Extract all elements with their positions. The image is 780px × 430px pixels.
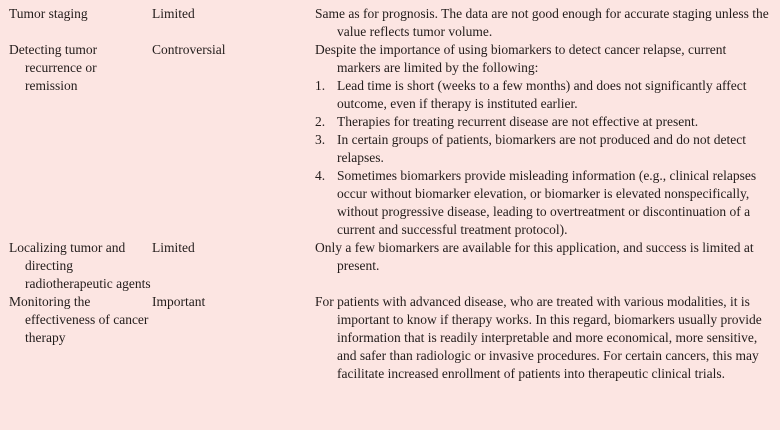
application-text: Monitoring the effectiveness of cancer therapy xyxy=(9,294,149,345)
status-cell xyxy=(152,5,315,41)
status-cell xyxy=(152,41,315,239)
status-text: Important xyxy=(152,294,206,309)
list-item-text: In certain groups of patients, biomarkers are not produced and do not detect relapses. xyxy=(337,132,746,165)
comment-cell xyxy=(315,5,772,41)
list-item-number: 2. xyxy=(315,114,326,129)
application-text: Detecting tumor recurrence or remission xyxy=(9,42,98,93)
status-text: Limited xyxy=(152,240,195,255)
list-item-text: Sometimes biomarkers provide misleading information (e.g., clinical relapses occur without biomarker elevation, or biomarker is elevated nonspecifically, without progressive disease, leading to overtreatment or discontinuation of a current and successful treatment protocol). xyxy=(337,168,757,237)
application-cell xyxy=(9,239,152,293)
comment-paragraph: Same as for prognosis. The data are not good enough for accurate staging unless the value reflects tumor volume. xyxy=(315,6,769,39)
table-row xyxy=(9,293,772,383)
comment-paragraph: Only a few biomarkers are available for this application, and success is limited at present. xyxy=(315,240,754,273)
comment-paragraph: For patients with advanced disease, who are treated with various modalities, it is important to know if therapy works. In this regard, biomarkers usually provide information that is readily interpretable and more economical, more sensitive, and safer than radiologic or invasive procedures. For certain cancers, this may facilitate increased enrollment of patients into therapeutic clinical trials. xyxy=(315,294,762,381)
application-cell xyxy=(9,41,152,239)
application-cell xyxy=(9,5,152,41)
list-item-text: Therapies for treating recurrent disease are not effective at present. xyxy=(337,114,699,129)
table-row xyxy=(9,41,772,239)
status-cell xyxy=(152,239,315,293)
comment-list-item xyxy=(315,131,772,167)
table-row xyxy=(9,239,772,293)
comment-list-item xyxy=(315,167,772,239)
comment-cell xyxy=(315,239,772,293)
status-text: Limited xyxy=(152,6,195,21)
comment-cell xyxy=(315,293,772,383)
status-text: Controversial xyxy=(152,42,226,57)
application-text: Tumor staging xyxy=(9,6,88,21)
application-text: Localizing tumor and directing radiotherapeutic agents xyxy=(9,240,151,291)
comment-list-item xyxy=(315,77,772,113)
comment-list-item xyxy=(315,113,772,131)
biomarker-applications-table xyxy=(9,5,772,383)
comment-paragraph: Despite the importance of using biomarkers to detect cancer relapse, current markers are limited by the following: xyxy=(315,42,727,75)
comment-cell xyxy=(315,41,772,239)
list-item-text: Lead time is short (weeks to a few months) and does not significantly affect outcome, even if therapy is instituted earlier. xyxy=(337,78,747,111)
list-item-number: 4. xyxy=(315,168,326,183)
status-cell xyxy=(152,293,315,383)
table-row xyxy=(9,5,772,41)
list-item-number: 3. xyxy=(315,132,326,147)
application-cell xyxy=(9,293,152,383)
list-item-number: 1. xyxy=(315,78,326,93)
table-body xyxy=(9,5,772,383)
